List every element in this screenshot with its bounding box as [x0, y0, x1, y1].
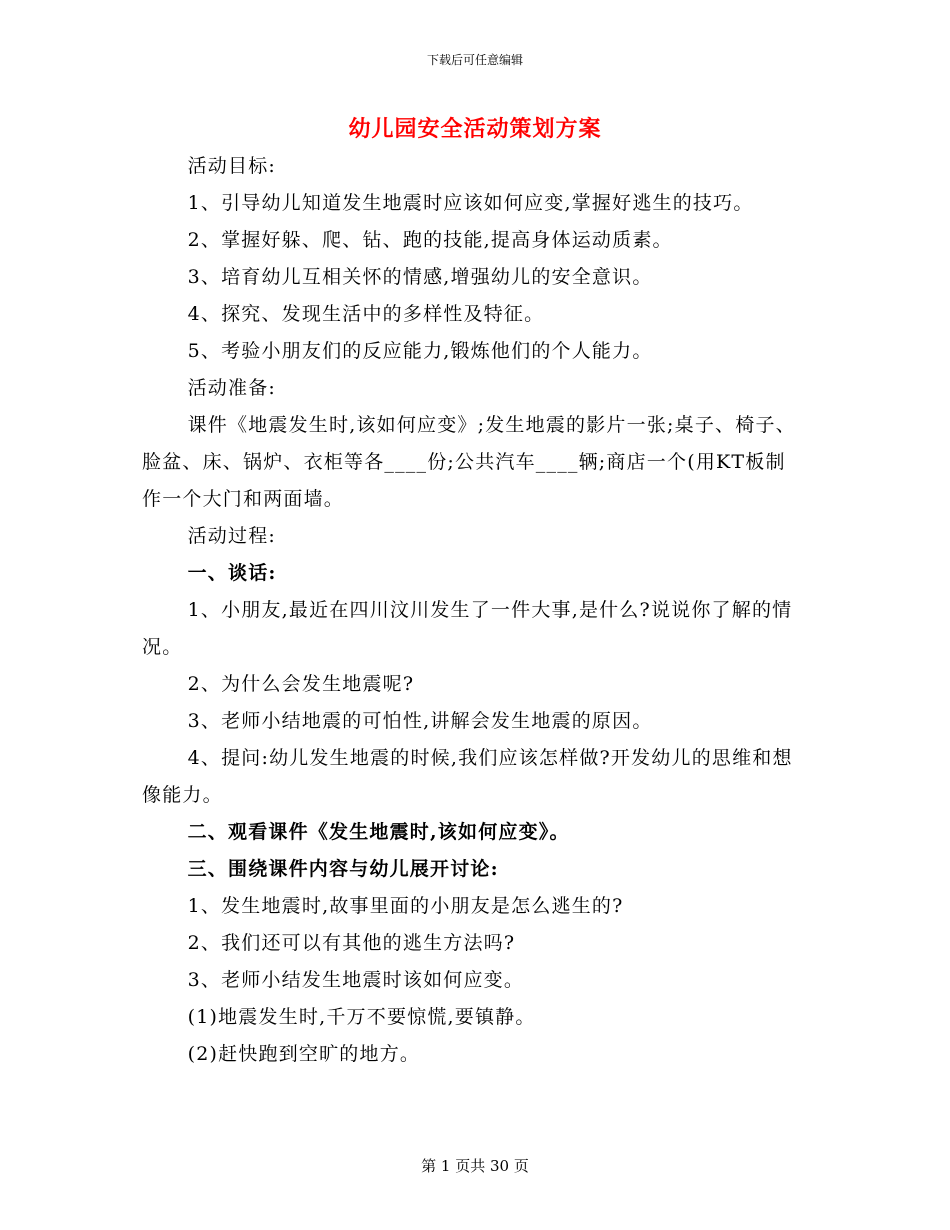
goal-item-2: 2、掌握好躲、爬、钻、跑的技能,提高身体运动质素。 — [187, 229, 673, 251]
section-label-preparation: 活动准备: — [187, 377, 276, 399]
document-body — [142, 148, 802, 1073]
response-item-2: (2)赶快跑到空旷的地方。 — [187, 1043, 421, 1065]
section-label-goals: 活动目标: — [187, 155, 276, 177]
discussion-item-2: 2、我们还可以有其他的逃生方法吗? — [187, 932, 516, 954]
section-label-process: 活动过程: — [187, 525, 276, 547]
goal-item-5: 5、考验小朋友们的反应能力,锻炼他们的个人能力。 — [187, 340, 653, 362]
page-header: 下载后可任意编辑 — [426, 53, 523, 67]
heading-talk: 一、谈话: — [187, 562, 277, 584]
response-item-1: (1)地震发生时,千万不要惊慌,要镇静。 — [187, 1006, 536, 1028]
heading-watch-courseware: 二、观看课件《发生地震时,该如何应变》。 — [187, 821, 570, 843]
goal-item-1: 1、引导幼儿知道发生地震时应该如何应变,掌握好逃生的技巧。 — [187, 192, 754, 214]
discussion-item-1: 1、发生地震时,故事里面的小朋友是怎么逃生的? — [187, 895, 624, 917]
heading-discussion: 三、围绕课件内容与幼儿展开讨论: — [187, 858, 499, 880]
page-number-footer: 第 1 页共 30 页 — [421, 1157, 529, 1175]
talk-item-4: 4、提问:幼儿发生地震的时候,我们应该怎样做?开发幼儿的思维和想像能力。 — [142, 747, 793, 806]
talk-item-2: 2、为什么会发生地震呢? — [187, 673, 415, 695]
document-title: 幼儿园安全活动策划方案 — [348, 116, 602, 142]
discussion-item-3: 3、老师小结发生地震时该如何应变。 — [187, 969, 525, 991]
talk-item-3: 3、老师小结地震的可怕性,讲解会发生地震的原因。 — [187, 710, 653, 732]
goal-item-3: 3、培育幼儿互相关怀的情感,增强幼儿的安全意识。 — [187, 266, 653, 288]
preparation-text: 课件《地震发生时,该如何应变》;发生地震的影片一张;桌子、椅子、脸盆、床、锅炉、衣柜等各____份;公共汽车____辆;商店一个(用KT板制作一个大门和两面墙。 — [142, 414, 796, 510]
talk-item-1: 1、小朋友,最近在四川汶川发生了一件大事,是什么?说说你了解的情况。 — [142, 599, 793, 658]
goal-item-4: 4、探究、发现生活中的多样性及特征。 — [187, 303, 545, 325]
